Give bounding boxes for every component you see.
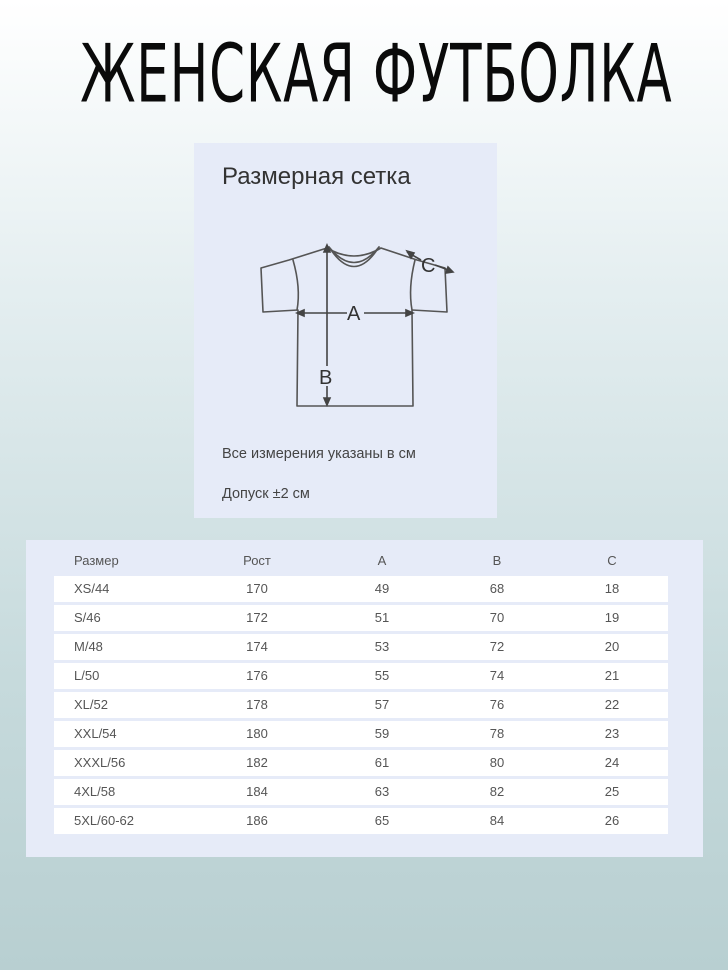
cell-height: 170 xyxy=(246,581,268,596)
cell-height: 186 xyxy=(246,813,268,828)
cell-b: 76 xyxy=(489,697,505,712)
page-title: ЖЕНСКАЯ ФУТБОЛКА xyxy=(80,27,673,121)
cell-a: 65 xyxy=(374,813,390,828)
cell-a: 59 xyxy=(374,726,390,741)
table-header xyxy=(54,548,668,574)
header-a: A xyxy=(377,553,387,568)
cell-b: 74 xyxy=(489,668,505,683)
size-chart-heading: Размерная сетка xyxy=(222,163,411,190)
header-b: B xyxy=(492,553,502,568)
cell-c: 23 xyxy=(604,726,620,741)
cell-a: 49 xyxy=(374,581,390,596)
cell-size: M/48 xyxy=(74,639,103,654)
table-row xyxy=(54,605,668,631)
cell-a: 51 xyxy=(374,610,390,625)
tshirt-measurement-diagram xyxy=(249,238,459,413)
cell-b: 80 xyxy=(489,755,505,770)
cell-height: 180 xyxy=(246,726,268,741)
header-c: C xyxy=(607,553,617,568)
table-row xyxy=(54,779,668,805)
cell-b: 78 xyxy=(489,726,505,741)
cell-a: 53 xyxy=(374,639,390,654)
size-table xyxy=(26,540,703,857)
cell-size: XXL/54 xyxy=(74,726,117,741)
cell-size: XL/52 xyxy=(74,697,108,712)
cell-b: 70 xyxy=(489,610,505,625)
label-b: B xyxy=(319,367,333,389)
cell-c: 21 xyxy=(604,668,620,683)
table-row xyxy=(54,750,668,776)
table-row xyxy=(54,692,668,718)
cell-size: 4XL/58 xyxy=(74,784,116,799)
cell-b: 82 xyxy=(489,784,505,799)
units-note: Все измерения указаны в см xyxy=(222,446,416,462)
cell-c: 25 xyxy=(604,784,620,799)
cell-a: 55 xyxy=(374,668,390,683)
table-row xyxy=(54,634,668,660)
tolerance-note: Допуск ±2 см xyxy=(222,486,310,502)
cell-height: 176 xyxy=(246,668,268,683)
cell-height: 172 xyxy=(246,610,268,625)
cell-c: 18 xyxy=(604,581,620,596)
cell-c: 20 xyxy=(604,639,620,654)
cell-size: S/46 xyxy=(74,610,101,625)
cell-height: 178 xyxy=(246,697,268,712)
cell-c: 24 xyxy=(604,755,620,770)
cell-a: 61 xyxy=(374,755,390,770)
label-c: C xyxy=(421,255,436,277)
cell-size: XXXL/56 xyxy=(74,755,126,770)
header-height: Рост xyxy=(243,553,271,568)
table-row xyxy=(54,576,668,602)
cell-a: 57 xyxy=(374,697,390,712)
cell-c: 19 xyxy=(604,610,620,625)
cell-size: L/50 xyxy=(74,668,100,683)
cell-a: 63 xyxy=(374,784,390,799)
table-row xyxy=(54,808,668,834)
cell-c: 26 xyxy=(604,813,620,828)
cell-size: XS/44 xyxy=(74,581,110,596)
cell-height: 182 xyxy=(246,755,268,770)
label-a: A xyxy=(347,303,361,325)
cell-size: 5XL/60-62 xyxy=(74,813,134,828)
cell-height: 184 xyxy=(246,784,268,799)
cell-b: 68 xyxy=(489,581,505,596)
header-size: Размер xyxy=(74,553,119,568)
table-row xyxy=(54,663,668,689)
cell-height: 174 xyxy=(246,639,268,654)
table-row xyxy=(54,721,668,747)
cell-b: 84 xyxy=(489,813,505,828)
cell-c: 22 xyxy=(604,697,620,712)
size-chart-card xyxy=(194,143,497,518)
cell-b: 72 xyxy=(489,639,505,654)
